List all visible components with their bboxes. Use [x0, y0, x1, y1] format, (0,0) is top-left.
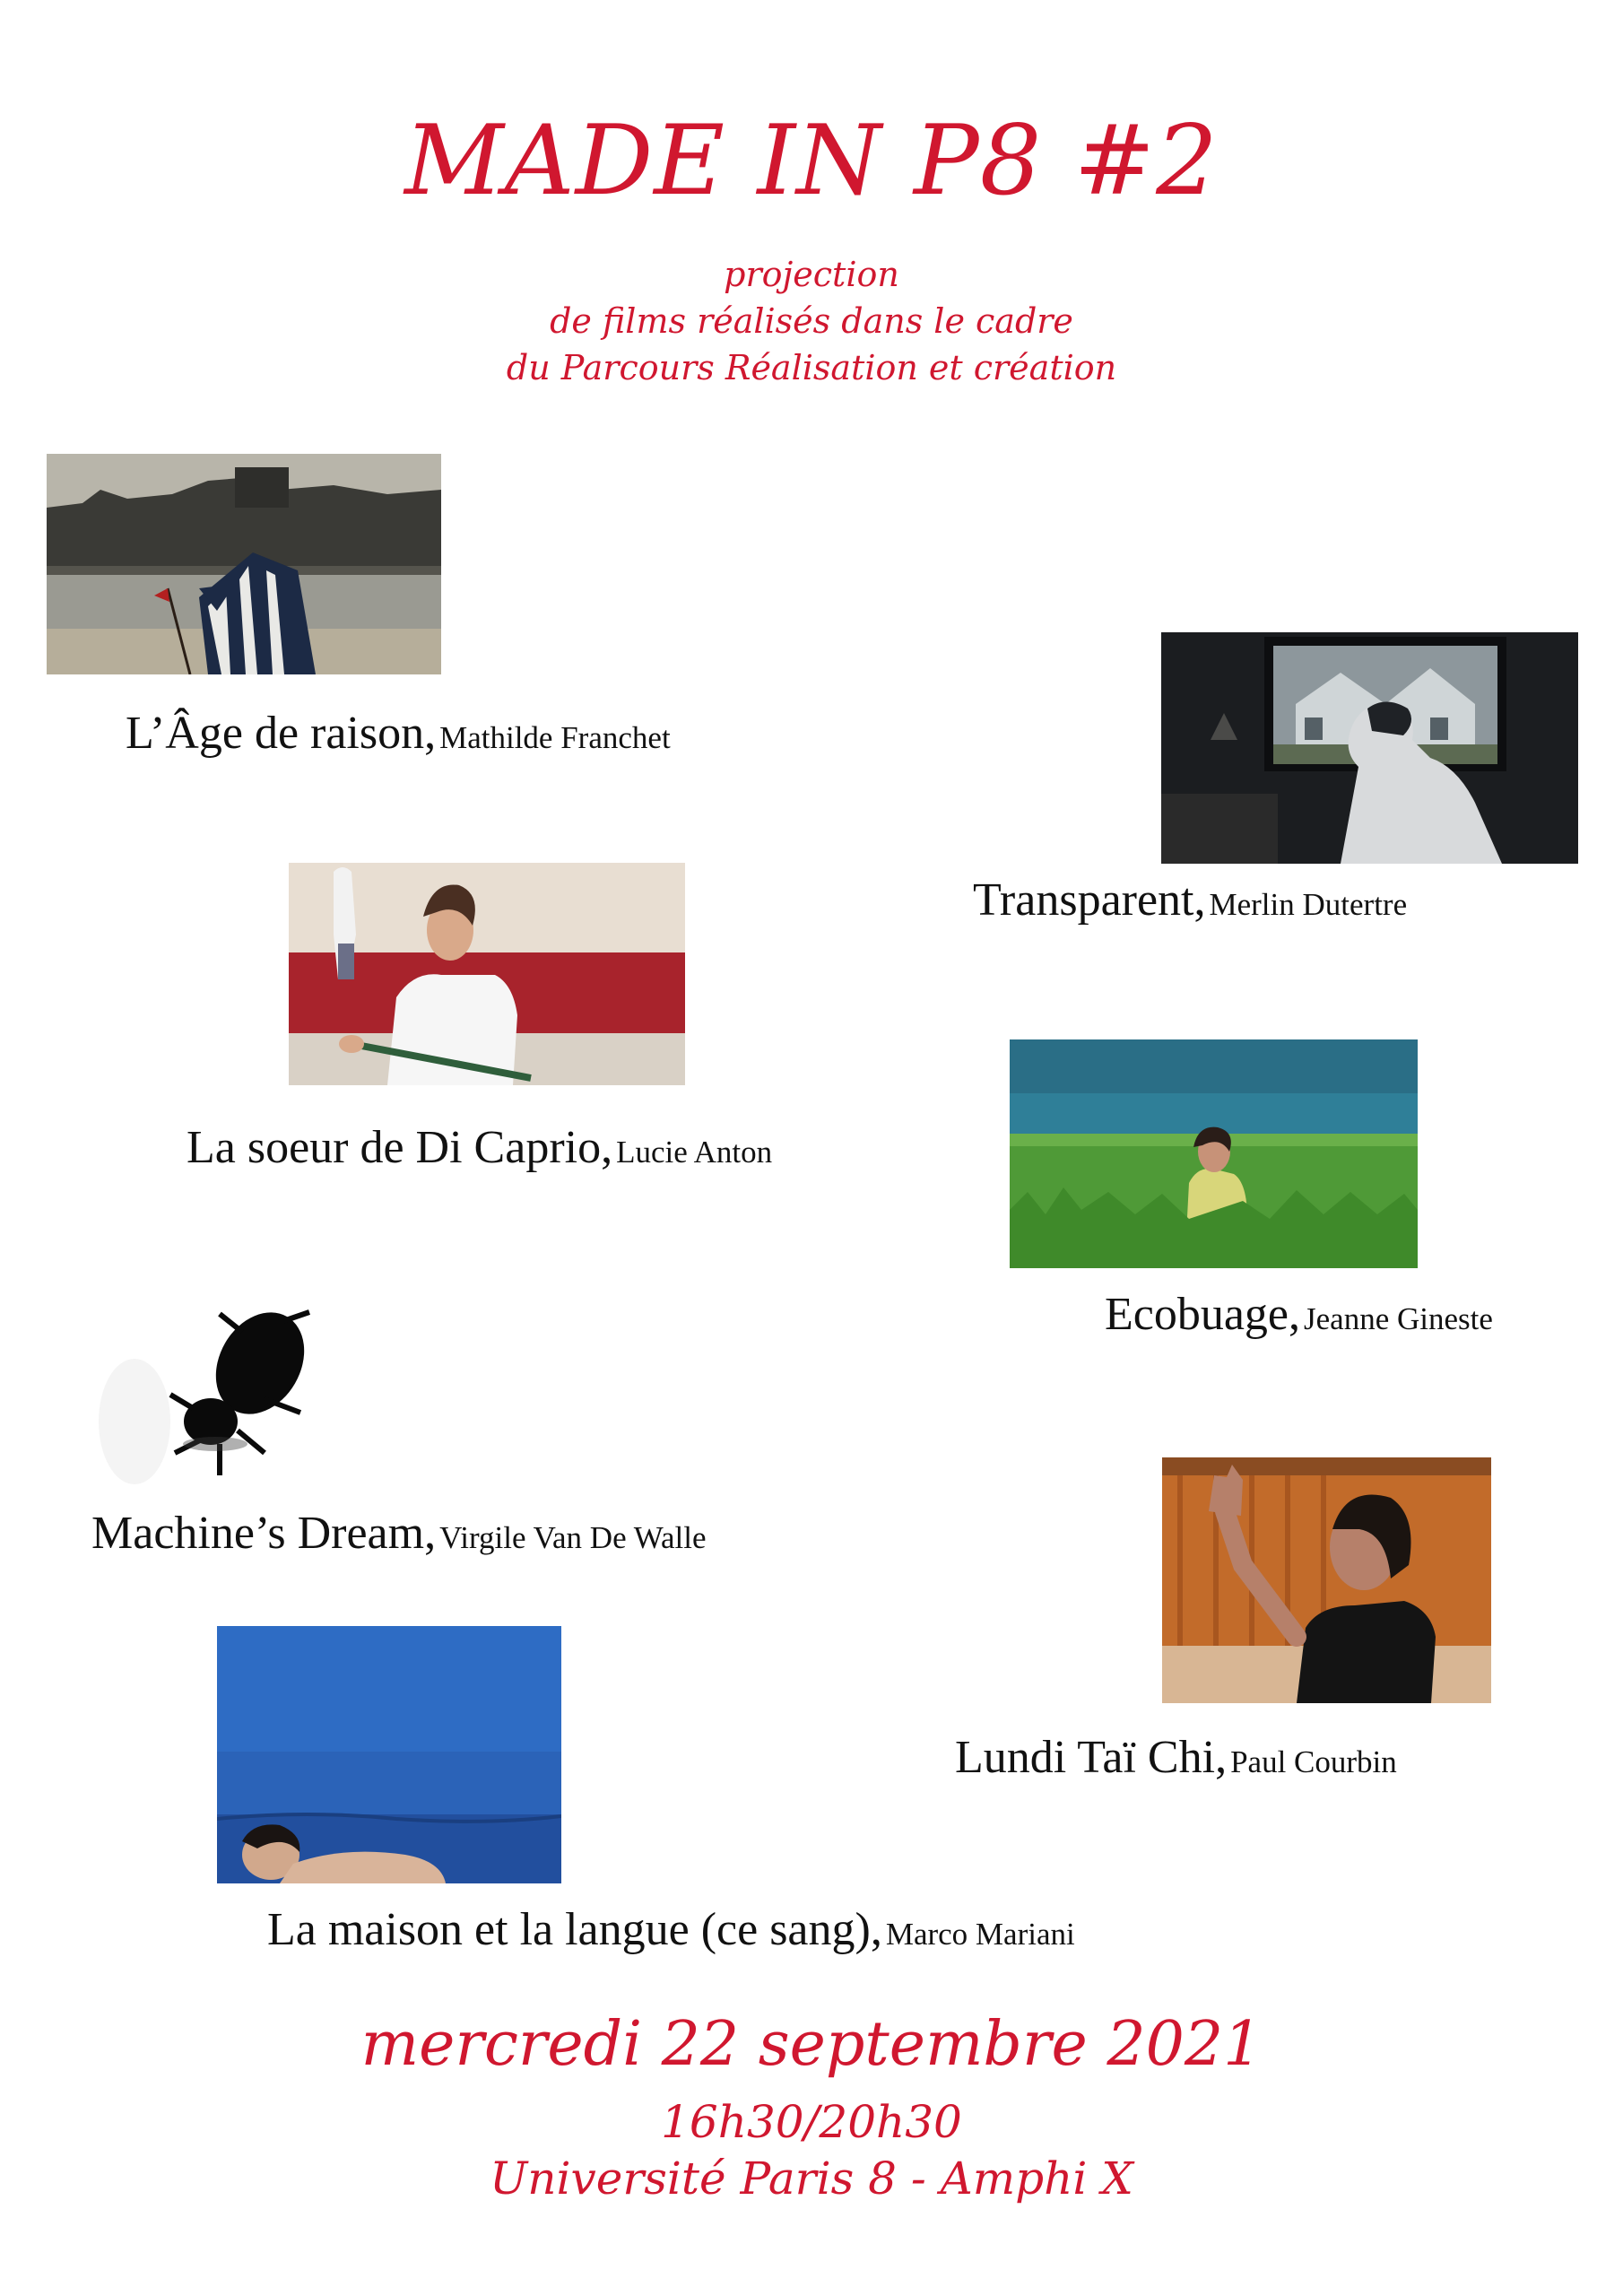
subtitle-line-1: projection	[724, 255, 899, 294]
film-title: Ecobuage,	[1105, 1289, 1301, 1340]
film-title: Machine’s Dream,	[91, 1508, 437, 1559]
event-date: mercredi 22 septembre 2021	[360, 2009, 1263, 2080]
film-author: Marco Mariani	[885, 1917, 1075, 1952]
film-still-machines-dream	[85, 1296, 363, 1511]
film-author: Lucie Anton	[616, 1135, 773, 1170]
film-caption-2	[973, 874, 1407, 926]
subtitle-line-3: du Parcours Réalisation et création	[506, 348, 1117, 387]
poster-title: MADE IN P8 #2	[404, 105, 1219, 217]
film-still-la-soeur-de-di-caprio	[289, 863, 685, 1085]
film-still-age-de-raison	[47, 454, 441, 674]
film-author: Merlin Dutertre	[1209, 887, 1408, 922]
event-time: 16h30/20h30	[661, 2096, 962, 2148]
event-venue: Université Paris 8 - Amphi X	[490, 2152, 1133, 2205]
film-title: La maison et la langue (ce sang),	[267, 1904, 882, 1955]
film-author: Paul Courbin	[1230, 1744, 1397, 1779]
film-caption-4	[1105, 1288, 1493, 1341]
film-author: Mathilde Franchet	[439, 720, 671, 755]
film-title: La soeur de Di Caprio,	[187, 1122, 613, 1173]
film-still-la-maison-et-la-langue	[217, 1626, 561, 1883]
film-caption-6	[955, 1731, 1397, 1784]
film-title: L’Âge de raison,	[126, 708, 437, 759]
film-caption-5	[91, 1507, 706, 1560]
subtitle-line-2: de films réalisés dans le cadre	[550, 301, 1073, 341]
film-still-lundi-tai-chi	[1162, 1457, 1491, 1703]
film-author: Jeanne Gineste	[1304, 1301, 1493, 1336]
film-title: Lundi Taï Chi,	[955, 1732, 1228, 1783]
film-caption-3	[187, 1121, 772, 1174]
film-caption-1	[126, 707, 671, 760]
film-author: Virgile Van De Walle	[439, 1520, 707, 1555]
film-caption-7	[267, 1903, 1075, 1956]
film-still-ecobuage	[1010, 1039, 1418, 1268]
film-still-transparent	[1161, 632, 1578, 864]
film-title: Transparent,	[973, 874, 1206, 926]
